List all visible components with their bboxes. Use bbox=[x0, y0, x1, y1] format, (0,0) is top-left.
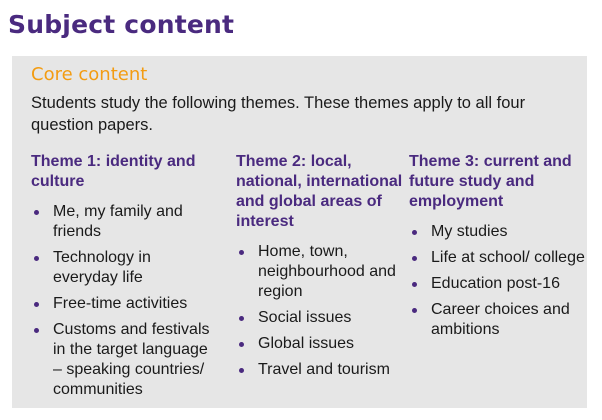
bullet-icon bbox=[34, 256, 39, 261]
list-item-text: Global issues bbox=[258, 335, 355, 352]
list-item-text: Free-time activities bbox=[53, 295, 188, 312]
core-content-heading: Core content bbox=[31, 64, 148, 85]
bullet-icon bbox=[239, 250, 244, 255]
bullet-icon bbox=[34, 302, 39, 307]
list-item bbox=[409, 222, 587, 242]
list-item bbox=[31, 294, 216, 314]
list-item-text: Customs and festivals in the target language – speaking countries/ communities bbox=[53, 321, 210, 398]
theme-3-column bbox=[409, 152, 587, 346]
list-item bbox=[409, 248, 587, 268]
list-item bbox=[236, 308, 406, 328]
list-item-text: Social issues bbox=[258, 309, 352, 326]
list-item-text: Life at school/ college bbox=[431, 249, 585, 266]
theme-1-list bbox=[31, 202, 216, 400]
list-item-text: My studies bbox=[431, 223, 508, 240]
list-item bbox=[409, 300, 587, 340]
bullet-icon bbox=[239, 368, 244, 373]
list-item-text: Me, my family and friends bbox=[53, 203, 183, 240]
bullet-icon bbox=[34, 328, 39, 333]
bullet-icon bbox=[239, 342, 244, 347]
theme-3-title: Theme 3: current and future study and employment bbox=[409, 153, 572, 210]
list-item-text: Education post-16 bbox=[431, 275, 560, 292]
intro-text: Students study the following themes. These themes apply to all four question papers. bbox=[31, 94, 526, 134]
list-item bbox=[236, 242, 406, 302]
list-item-text: Career choices and ambitions bbox=[431, 301, 570, 338]
theme-1-title: Theme 1: identity and culture bbox=[31, 153, 196, 190]
list-item-text: Travel and tourism bbox=[258, 361, 390, 378]
bullet-icon bbox=[412, 282, 417, 287]
list-item bbox=[31, 248, 216, 288]
bullet-icon bbox=[412, 256, 417, 261]
theme-2-title: Theme 2: local, national, international and global areas of interest bbox=[236, 153, 403, 230]
theme-2-column bbox=[236, 152, 406, 386]
theme-3-list bbox=[409, 222, 587, 340]
list-item-text: Home, town, neighbourhood and region bbox=[258, 243, 396, 300]
bullet-icon bbox=[239, 316, 244, 321]
bullet-icon bbox=[34, 210, 39, 215]
list-item bbox=[31, 320, 216, 400]
list-item bbox=[236, 360, 406, 380]
list-item bbox=[409, 274, 587, 294]
page-title: Subject content bbox=[8, 10, 235, 39]
list-item-text: Technology in everyday life bbox=[53, 249, 151, 286]
theme-1-column bbox=[31, 152, 216, 406]
theme-2-list bbox=[236, 242, 406, 380]
bullet-icon bbox=[412, 230, 417, 235]
list-item bbox=[31, 202, 216, 242]
core-content-panel bbox=[12, 56, 587, 408]
bullet-icon bbox=[412, 308, 417, 313]
list-item bbox=[236, 334, 406, 354]
